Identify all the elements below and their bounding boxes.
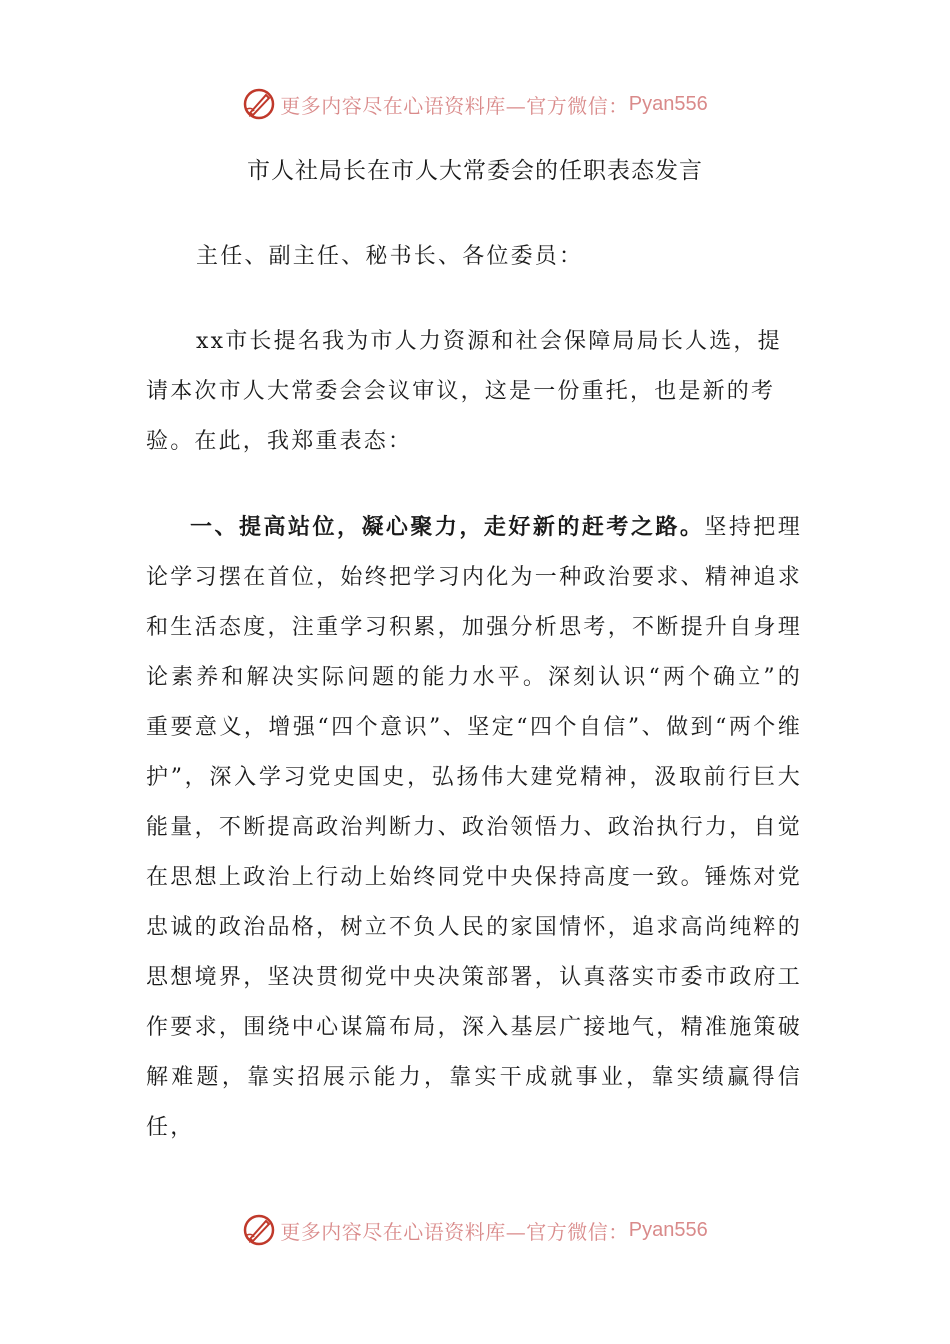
section-1-body: 坚持把理论学习摆在首位，始终把学习内化为一种政治要求、精神追求和生活态度，注重学习积累，加强分析思考，不断提升自身理论素养和解决实际问题的能力水平。深刻认识“两个确立”的重要意义，增强“四个意识”、坚定“四个自信”、做到“两个维护”，深入学习党史国史，弘扬伟大建党精神，汲取前行巨大能量，不断提高政治判断力、政治领悟力、政治执行力，自觉在思想上政治上行动上始终同党中央保持高度一致。锤炼对党忠诚的政治品格，树立不负人民的家国情怀，追求高尚纯粹的思想境界，坚决贯彻党中央决策部署，认真落实市委市政府工作要求，围绕中心谋篇布局，深入基层广接地气，精准施策破解难题，靠实招展示能力，靠实干成就事业，靠实绩赢得信任， — [146, 515, 803, 1140]
section-1-heading: 一、提高站位，凝心聚力，走好新的赶考之路。 — [190, 514, 705, 540]
watermark-text: 更多内容尽在心语资料库—官方微信： — [280, 1219, 629, 1244]
section-1-paragraph — [146, 502, 802, 1153]
watermark-handle: Pyan556 — [628, 92, 708, 115]
watermark-text: 更多内容尽在心语资料库—官方微信： — [280, 93, 629, 118]
pen-logo-icon — [242, 87, 276, 121]
pen-logo-icon — [242, 1213, 276, 1247]
document-title: 市人社局长在市人大常委会的任职表态发言 — [247, 158, 703, 184]
intro-paragraph: xx市长提名我为市人力资源和社会保障局局长人选，提请本次市人大常委会会议审议，这是一份重托，也是新的考验。在此，我郑重表态： — [146, 329, 782, 454]
watermark-handle: Pyan556 — [628, 1218, 708, 1241]
watermark-banner-top — [0, 84, 950, 124]
salutation: 主任、副主任、秘书长、各位委员： — [196, 244, 584, 269]
watermark-banner-bottom — [0, 1210, 950, 1250]
